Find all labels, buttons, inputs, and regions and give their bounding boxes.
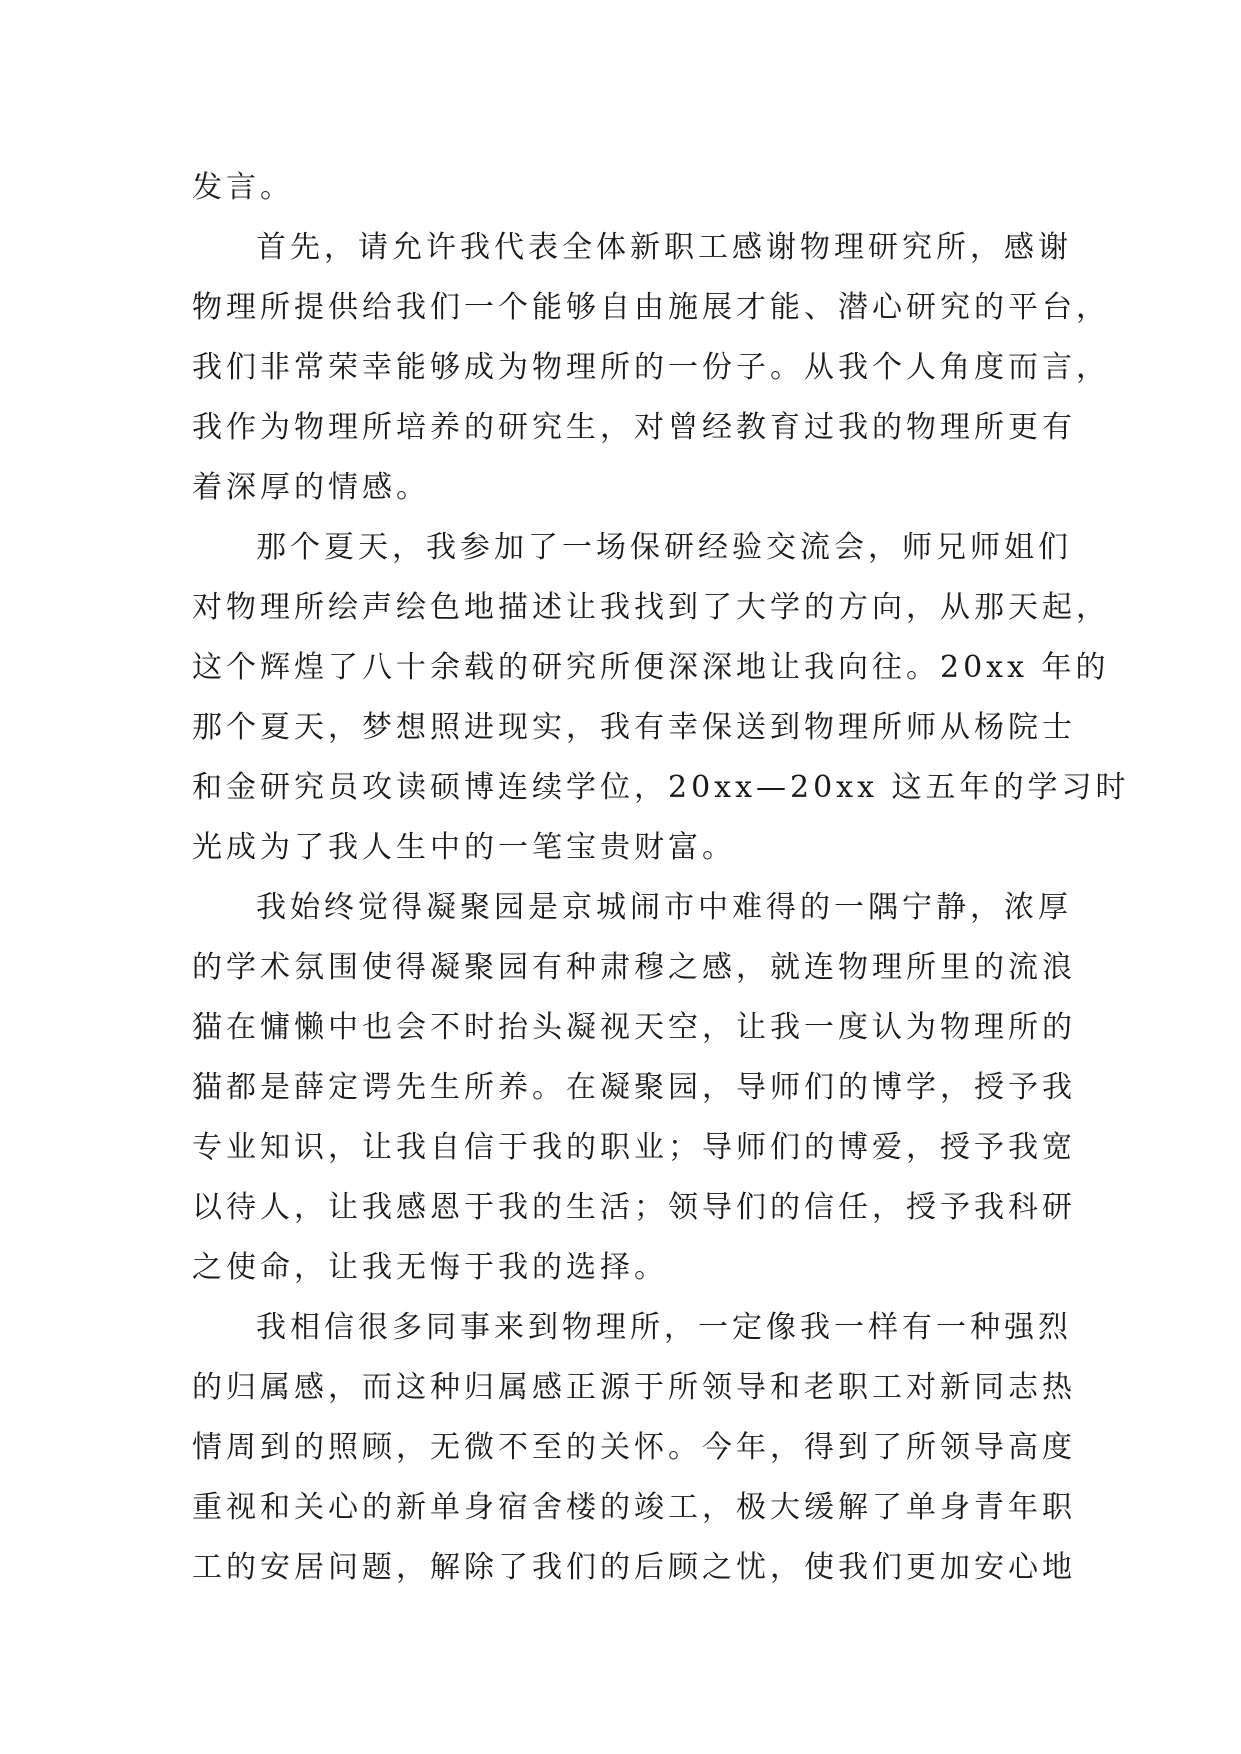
text-line: 猫在慵懒中也会不时抬头凝视天空，让我一度认为物理所的	[192, 1010, 1076, 1045]
text-line: 的学术氛围使得凝聚园有种肃穆之感，就连物理所里的流浪	[192, 950, 1076, 985]
text-line: 对物理所绘声绘色地描述让我找到了大学的方向，从那天起，	[192, 590, 1110, 625]
paragraph-first-line: 首先，请允许我代表全体新职工感谢物理研究所，感谢	[256, 230, 1072, 265]
speech-text	[192, 158, 1130, 1598]
text-line: 之使命，让我无悔于我的选择。	[192, 1250, 668, 1285]
text-line: 以待人，让我感恩于我的生活；领导们的信任，授予我科研	[192, 1190, 1076, 1225]
text-line: 发言。	[192, 170, 294, 205]
text-line: 着深厚的情感。	[192, 470, 430, 505]
text-line: 那个夏天，梦想照进现实，我有幸保送到物理所师从杨院士	[192, 710, 1076, 745]
text-line: 光成为了我人生中的一笔宝贵财富。	[192, 830, 736, 865]
paragraph-first-line: 我始终觉得凝聚园是京城闹市中难得的一隅宁静，浓厚	[256, 890, 1072, 925]
paragraph-first-line: 那个夏天，我参加了一场保研经验交流会，师兄师姐们	[256, 530, 1072, 565]
text-line: 重视和关心的新单身宿舍楼的竣工，极大缓解了单身青年职	[192, 1490, 1076, 1525]
text-line: 的归属感，而这种归属感正源于所领导和老职工对新同志热	[192, 1370, 1076, 1405]
text-line: 猫都是薛定谔先生所养。在凝聚园，导师们的博学，授予我	[192, 1070, 1076, 1105]
paragraph-first-line: 我相信很多同事来到物理所，一定像我一样有一种强烈	[256, 1310, 1072, 1345]
text-line: 我作为物理所培养的研究生，对曾经教育过我的物理所更有	[192, 410, 1076, 445]
text-line: 专业知识，让我自信于我的职业；导师们的博爱，授予我宽	[192, 1130, 1076, 1165]
text-line: 情周到的照顾，无微不至的关怀。今年，得到了所领导高度	[192, 1430, 1076, 1465]
text-line: 我们非常荣幸能够成为物理所的一份子。从我个人角度而言，	[192, 350, 1110, 385]
text-line: 和金研究员攻读硕博连续学位，20xx—20xx 这五年的学习时	[192, 770, 1130, 805]
text-line: 物理所提供给我们一个能够自由施展才能、潜心研究的平台，	[192, 290, 1110, 325]
text-line: 工的安居问题，解除了我们的后顾之忧，使我们更加安心地	[192, 1550, 1076, 1585]
text-line: 这个辉煌了八十余载的研究所便深深地让我向往。20xx 年的	[192, 650, 1110, 685]
